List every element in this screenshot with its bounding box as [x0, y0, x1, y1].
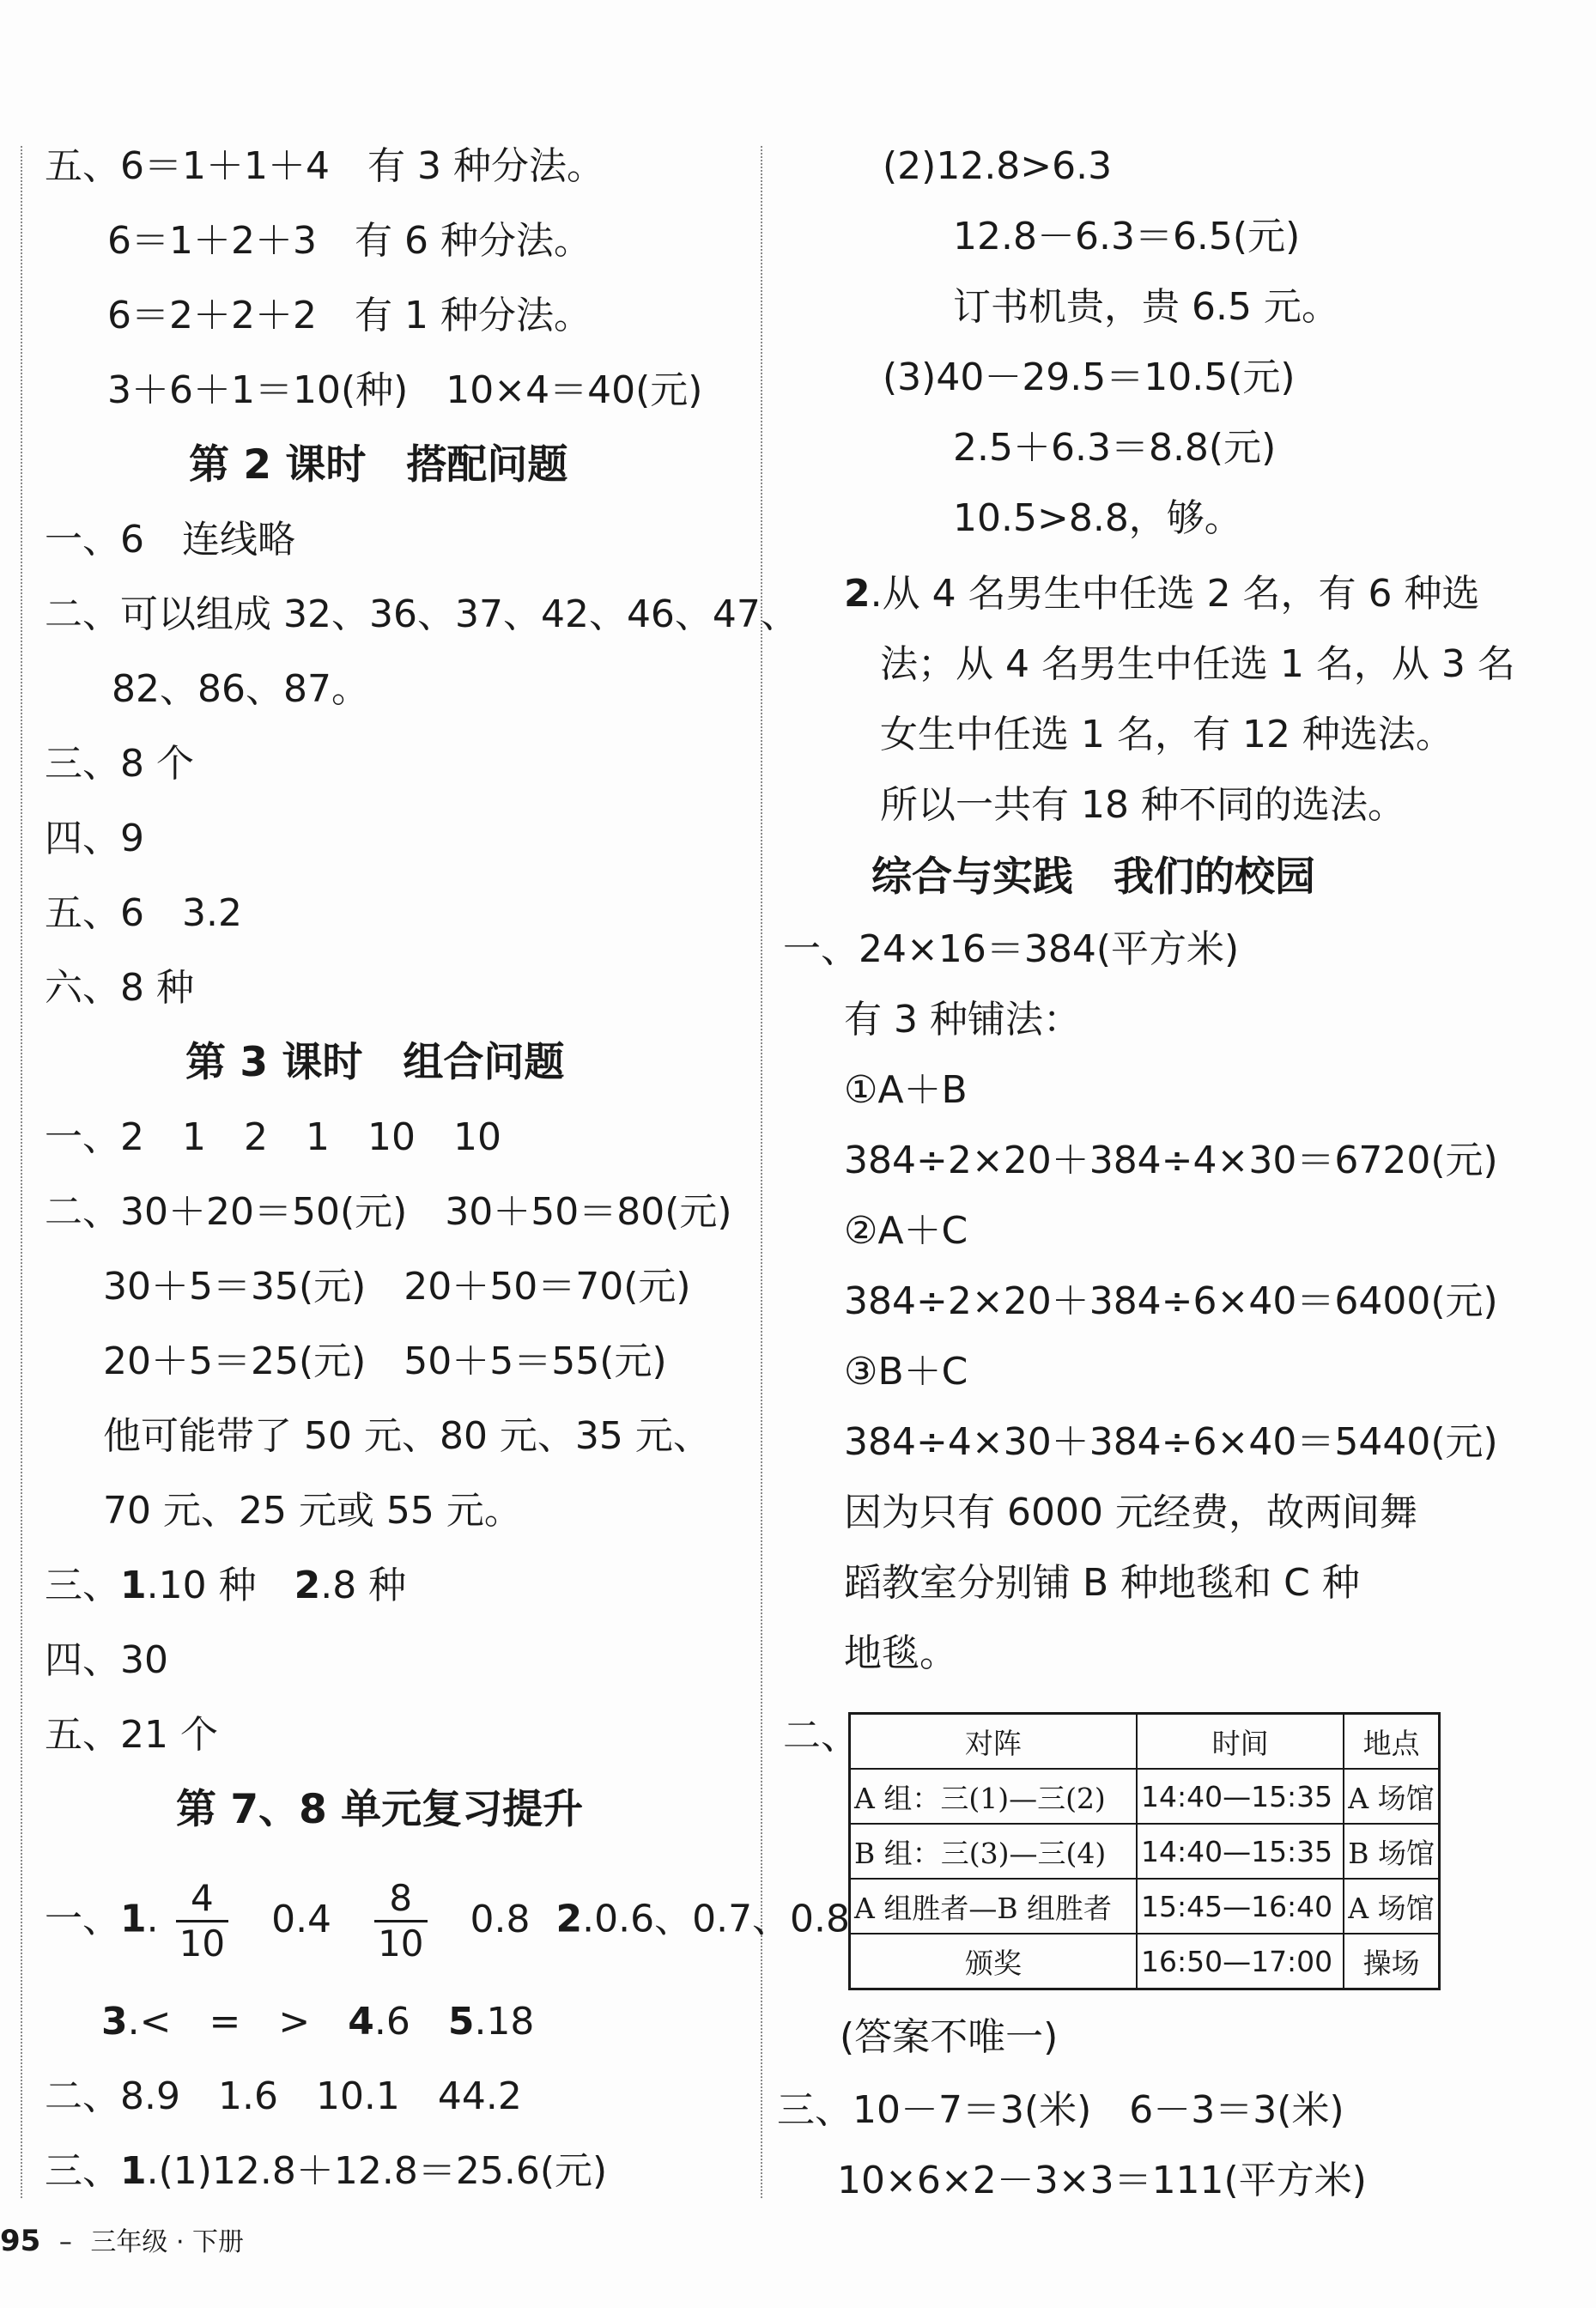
- page-footer: [0, 2220, 244, 2258]
- footer-separator: –: [58, 2227, 72, 2257]
- answer-line: 6＝2＋2＋2 有 1 种分法。: [107, 294, 592, 337]
- table-cell: 操场: [1344, 1934, 1439, 1989]
- table-header-row: [850, 1714, 1440, 1770]
- answer-line: 有 3 种铺法：: [844, 998, 1081, 1042]
- item-number: 1: [120, 1897, 147, 1941]
- table-cell: 15:45—16:40: [1137, 1879, 1344, 1934]
- answer-line: (3)40－29.5＝10.5(元): [883, 355, 1296, 399]
- text: 三、: [45, 2149, 120, 2193]
- footer-grade: 三年级 · 下册: [90, 2227, 245, 2257]
- numerator: 4: [176, 1880, 228, 1922]
- table-cell: A 场馆: [1344, 1769, 1439, 1824]
- table-cell: 16:50—17:00: [1137, 1934, 1344, 1989]
- answer-line: 6＝1＋2＋3 有 6 种分法。: [107, 219, 592, 263]
- answer-line-fractions: [45, 1877, 851, 1965]
- table-row: [850, 1769, 1440, 1824]
- answer-line: 三、8 个: [45, 742, 194, 786]
- item-number: 1: [120, 2149, 147, 2193]
- answer-line: 五、6 3.2: [45, 891, 242, 935]
- answer-line: 384÷4×30＋384÷6×40＝5440(元): [844, 1420, 1498, 1464]
- left-margin-rule: [21, 146, 22, 2198]
- answer-line: 女生中任选 1 名，有 12 种选法。: [880, 713, 1453, 756]
- answer-line: 五、21 个: [45, 1713, 218, 1757]
- text: 0.4: [271, 1897, 332, 1941]
- answer-line: 二、8.9 1.6 10.1 44.2: [45, 2074, 522, 2118]
- text: 0.8: [470, 1897, 531, 1941]
- item-number: 5: [447, 2000, 475, 2044]
- denominator: 10: [378, 1922, 424, 1965]
- fraction: [176, 1877, 228, 1965]
- text: .0.6、0.7、0.8: [582, 1897, 851, 1941]
- answer-line: 他可能带了 50 元、80 元、35 元、: [103, 1414, 711, 1458]
- answer-line: 三、10－7＝3(米) 6－3＝3(米): [777, 2088, 1344, 2132]
- text: .: [146, 1897, 159, 1941]
- item-number: 2: [294, 1564, 321, 1607]
- text: .(1)12.8＋12.8＝25.6(元): [146, 2149, 608, 2193]
- item-number: 4: [348, 2000, 374, 2044]
- text: .8 种: [320, 1564, 407, 1607]
- table-cell: 颁奖: [850, 1934, 1137, 1989]
- answer-line: 一、2 1 2 1 10 10: [45, 1115, 501, 1159]
- table-row: [850, 1879, 1440, 1934]
- text: 三、: [45, 1564, 120, 1607]
- table-cell: A 组：三(1)—三(2): [850, 1769, 1137, 1824]
- answer-line: ①A＋B: [844, 1068, 968, 1112]
- answer-line: 30＋5＝35(元) 20＋50＝70(元): [103, 1265, 691, 1309]
- answer-line: 二、可以组成 32、36、37、42、46、47、: [45, 592, 798, 636]
- column-header: 地点: [1344, 1714, 1439, 1770]
- answer-line: 因为只有 6000 元经费，故两间舞: [844, 1491, 1417, 1534]
- answer-line: 12.8－6.3＝6.5(元): [953, 215, 1301, 258]
- answer-line: 一、24×16＝384(平方米): [783, 927, 1240, 971]
- page-number: 95: [0, 2224, 41, 2258]
- answer-line: 20＋5＝25(元) 50＋5＝55(元): [103, 1339, 667, 1383]
- table-cell: A 场馆: [1344, 1879, 1439, 1934]
- table-row: [850, 1824, 1440, 1879]
- section-heading: 第 3 课时 组合问题: [185, 1039, 565, 1086]
- answer-line: 10×6×2－3×3＝111(平方米): [837, 2159, 1367, 2202]
- section-heading: 综合与实践 我们的校园: [871, 853, 1315, 901]
- answer-line: 五、6＝1＋1＋4 有 3 种分法。: [45, 144, 604, 188]
- answer-line: 384÷2×20＋384÷4×30＝6720(元): [844, 1139, 1498, 1182]
- answer-line: [45, 2146, 607, 2197]
- answer-line: 70 元、25 元或 55 元。: [103, 1489, 522, 1533]
- answer-line: 四、9: [45, 817, 144, 860]
- answer-line: 82、86、87。: [112, 667, 369, 711]
- section-heading: 第 2 课时 搭配问题: [189, 441, 568, 489]
- answer-line: [844, 568, 1480, 620]
- column-header: 时间: [1137, 1714, 1344, 1770]
- answer-line: 地毯。: [844, 1631, 957, 1675]
- answer-line: 二、30＋20＝50(元) 30＋50＝80(元): [45, 1190, 732, 1234]
- answer-line: (答案不唯一): [840, 2015, 1059, 2059]
- table-row: [850, 1934, 1440, 1989]
- text: .10 种: [146, 1564, 294, 1607]
- answer-line: 法；从 4 名男生中任选 1 名，从 3 名: [880, 642, 1515, 686]
- answer-line: 一、6 连线略: [45, 518, 295, 562]
- item-number: 3: [101, 2000, 128, 2044]
- answer-line: (2)12.8>6.3: [883, 144, 1113, 188]
- schedule-table: [848, 1712, 1441, 1990]
- answer-line: 所以一共有 18 种不同的选法。: [880, 783, 1405, 827]
- item-number: 2: [555, 1897, 583, 1941]
- answer-line: 3＋6＋1＝10(种) 10×4＝40(元): [107, 368, 703, 412]
- text: .18: [474, 2000, 535, 2044]
- section-heading: 第 7、8 单元复习提升: [176, 1786, 584, 1833]
- table-cell: A 组胜者—B 组胜者: [850, 1879, 1137, 1934]
- text: 一、: [45, 1897, 120, 1941]
- text: .6: [373, 2000, 448, 2044]
- answer-line: ③B＋C: [844, 1350, 968, 1394]
- answer-line: 384÷2×20＋384÷6×40＝6400(元): [844, 1279, 1498, 1323]
- answer-line: 订书机贵，贵 6.5 元。: [953, 285, 1339, 329]
- answer-line: 四、30: [45, 1638, 168, 1682]
- numerator: 8: [374, 1880, 427, 1922]
- table-cell: B 场馆: [1344, 1824, 1439, 1879]
- answer-line: ②A＋C: [844, 1209, 968, 1253]
- table-cell: 14:40—15:35: [1137, 1769, 1344, 1824]
- item-number: 1: [120, 1564, 147, 1607]
- item-number: 2: [844, 572, 871, 616]
- table-cell: B 组：三(3)—三(4): [850, 1824, 1137, 1879]
- answer-line: 蹈教室分别铺 B 种地毯和 C 种: [844, 1561, 1360, 1605]
- answer-line: 六、8 种: [45, 966, 194, 1010]
- text: .< = >: [127, 2000, 349, 2044]
- column-header: 对阵: [850, 1714, 1137, 1770]
- text: .从 4 名男生中任选 2 名，有 6 种选: [870, 572, 1480, 616]
- answer-line: [45, 1560, 406, 1612]
- answer-line: 10.5>8.8，够。: [953, 496, 1242, 540]
- denominator: 10: [179, 1922, 226, 1965]
- answer-line: [101, 1996, 534, 2048]
- fraction: [374, 1877, 427, 1965]
- answer-line: 二、: [783, 1714, 859, 1758]
- table-cell: 14:40—15:35: [1137, 1824, 1344, 1879]
- answer-line: 2.5＋6.3＝8.8(元): [953, 426, 1277, 470]
